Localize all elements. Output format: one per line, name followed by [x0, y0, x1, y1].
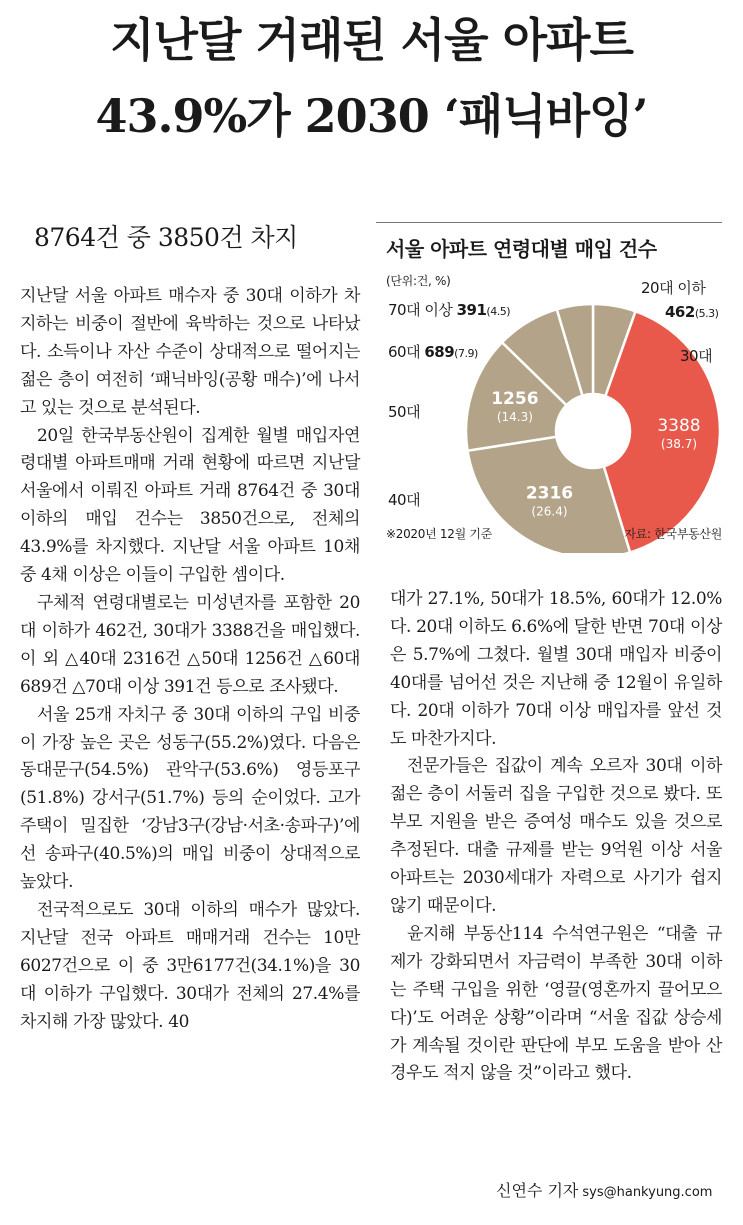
value-20s: 462: [665, 303, 695, 321]
pct-20s: 5.3: [698, 307, 715, 320]
label-value-20s: 462(5.3): [665, 303, 719, 321]
article-right-column: [390, 586, 722, 1088]
slice-pct-40s: (26.4): [531, 504, 568, 519]
reporter-name: 신연수 기자: [496, 1181, 579, 1200]
slice-value-30s: 3388: [657, 415, 701, 436]
chart-source: 자료: 한국부동산원: [624, 527, 722, 541]
value-60s: 689: [424, 343, 455, 361]
label-category-70s: 70대 이상: [388, 301, 453, 319]
headline-line-2: 43.9%가 2030 ‘패닉바잉’: [95, 89, 648, 143]
slice-pct-30s: (38.7): [660, 436, 698, 451]
label-category-50s: 50대: [388, 403, 421, 421]
subheadline: 8764건 중 3850건 차지: [34, 223, 298, 252]
paragraph-2: 20일 한국부동산원이 집계한 월별 매입자연령대별 아파트매매 거래 현황에 따르면 지난달 서울에서 이뤄진 아파트 거래 8764건 중 30대 이하의 매입 건수는 3850건으로, 전체의 43.9%를 차지했다. 지난달 서울 아파트 10채 중 4채 이상은 이들이 구입한 셈이다.: [20, 425, 360, 586]
label-60s: 60대 689(7.9): [388, 343, 478, 361]
pie-chart-box: [376, 222, 722, 553]
paragraph-6: 대가 27.1%, 50대가 18.5%, 60대가 12.0%다. 20대 이하도 6.6%에 달한 반면 70대 이상은 5.7%에 그쳤다. 월별 30대 매입자 비중이 40대를 넘어선 것은 지난해 중 12월이 유일하다. 20대 이하가 70대 이상 매입자를 앞선 것도 마찬가지다.: [390, 589, 722, 749]
headline-line-1: 지난달 거래된 서울 아파트: [110, 13, 633, 67]
slice-pct-50s: (14.3): [496, 410, 533, 425]
chart-note: ※2020년 12월 기준: [386, 527, 492, 541]
paragraph-1: 지난달 서울 아파트 매수자 중 30대 이하가 차지하는 비중이 절반에 육박하는 것으로 나타났다. 소득이나 자산 수준이 상대적으로 떨어지는 젊은 층이 여전히 ‘패닉바잉(공황 매수)’에 나서고 있는 것으로 분석된다.: [20, 286, 360, 418]
value-70s: 391: [456, 301, 487, 319]
paragraph-4: 서울 25개 자치구 중 30대 이하의 구입 비중이 가장 높은 곳은 성동구(55.2%)였다. 다음은 동대문구(54.5%) 관악구(53.6%) 영등포구(51.8%) 강서구(51.7%) 등의 순이었다. 고가주택이 밀집한 ‘강남3구(강남·서초·송파구)’에선 송파구(40.5%)의 매입 비중이 상대적으로 높았다.: [20, 704, 360, 893]
label-category-40s: 40대: [388, 491, 421, 509]
paragraph-7: 전문가들은 집값이 계속 오르자 30대 이하 젊은 층이 서둘러 집을 구입한 것으로 봤다. 또 부모 지원을 받은 증여성 매수도 있을 것으로 추정된다. 대출 규제를 받는 9억원 이상 서울 아파트는 2030세대가 자력으로 사기가 쉽지 않기 때문이다.: [390, 756, 722, 916]
paragraph-5: 전국적으로도 30대 이하의 매수가 많았다. 지난달 전국 아파트 매매거래 건수는 10만6027건으로 이 중 3만6177건(34.1%)을 30대 이하가 구입했다. 30대가 전체의 27.4%를 차지해 가장 많았다. 40: [20, 899, 360, 1032]
pct-70s: 4.5: [490, 305, 507, 318]
label-category-60s: 60대: [388, 343, 421, 361]
label-category-20s: 20대 이하: [641, 279, 706, 297]
slice-value-40s: 2316: [525, 483, 574, 504]
paragraph-8: 윤지해 부동산114 수석연구원은 “대출 규제가 강화되면서 자금력이 부족한 30대 이하는 주택 구입을 위한 ‘영끌(영혼까지 끌어모으다)’도 어려운 상황”이라며 “서울 집값 상승세가 계속될 것이란 판단에 부모 도움을 받아 산 경우도 적지 않을 것”이라고 했다.: [390, 923, 722, 1084]
slice-value-50s: 1256: [491, 389, 539, 410]
chart-unit: (단위:건, %): [386, 274, 451, 288]
pct-60s: 7.9: [457, 347, 474, 360]
byline: [496, 1178, 712, 1201]
donut-chart: [376, 223, 722, 553]
reporter-email: sys@hankyung.com: [582, 1185, 713, 1200]
label-70s: 70대 이상 391(4.5): [388, 301, 511, 319]
paragraph-3: 구체적 연령대별로는 미성년자를 포함한 20대 이하가 462건, 30대가 3388건을 매입했다. 이 외 △40대 2316건 △50대 1256건 △60대 689건 △70대 이상 391건 등으로 조사됐다.: [20, 592, 360, 697]
label-category-30s: 30대: [680, 347, 713, 365]
chart-title: 서울 아파트 연령대별 매입 건수: [386, 237, 657, 261]
article-left-column: [20, 283, 360, 1036]
